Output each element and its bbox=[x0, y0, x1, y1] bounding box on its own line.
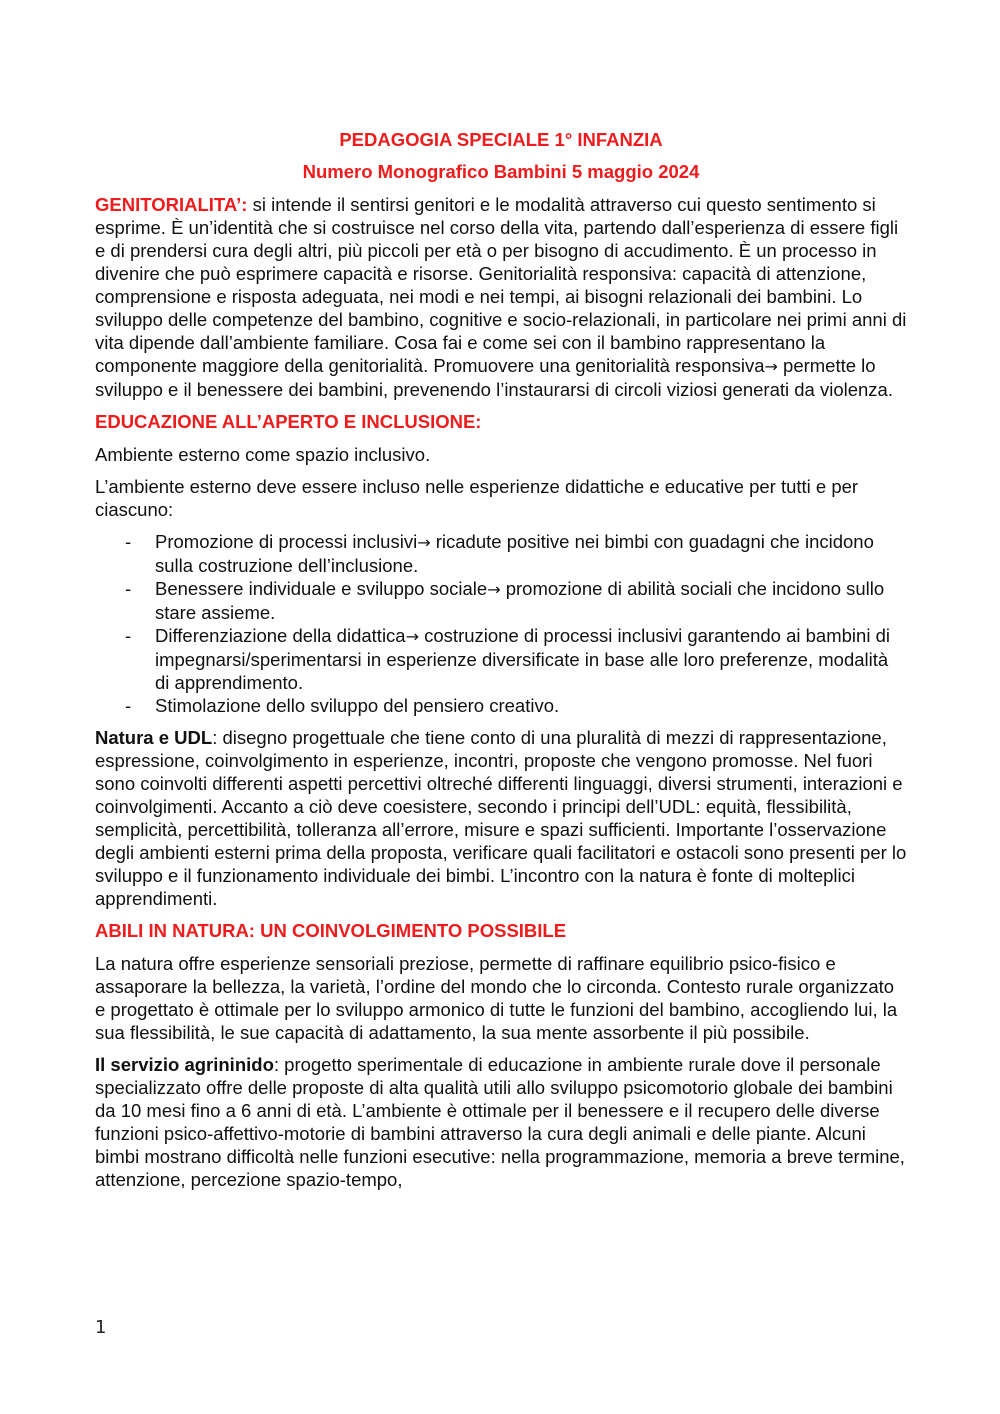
paragraph-natura-udl bbox=[95, 726, 907, 910]
arrow-right-icon: → bbox=[487, 580, 501, 599]
genitorialita-text: si intende il sentirsi genitori e le modalità attraverso cui questo sentimento si esprime. È un’identità che si costruisce nel corso della vita, partendo dall’esperienza di essere figli e di prendersi cura degli altri, più piccoli per età o per bisogno di accudimento. È un processo in divenire che può esprimere capacità e risorse. Genitorialità responsiva: capacità di attenzione, comprensione e risposta adeguata, nei modi e nei tempi, ai bisogni relazionali dei bambini. Lo sviluppo delle competenze del bambino, cognitive e socio-relazionali, in particolare nei primi anni di vita dipende dall’ambiente familiare. Cosa fai e come sei con il bambino rappresentano la componente maggiore della genitorialità. Promuovere una genitorialità responsiva bbox=[95, 194, 907, 376]
section-heading-abili: ABILI IN NATURA: UN COINVOLGIMENTO POSSIBILE bbox=[95, 920, 567, 941]
arrow-right-icon: → bbox=[417, 533, 431, 552]
list-item bbox=[95, 624, 907, 694]
list-item bbox=[95, 577, 907, 624]
document-subtitle: Numero Monografico Bambini 5 maggio 2024 bbox=[302, 161, 700, 182]
paragraph-ambiente-incluso: L’ambiente esterno deve essere incluso nelle esperienze didattiche e educative per tutti e per ciascuno: bbox=[95, 476, 859, 520]
dash-bullet: - bbox=[125, 625, 132, 646]
page-number: 1 bbox=[95, 1317, 107, 1338]
term-servizio-agrininido: Il servizio agrininido bbox=[95, 1054, 274, 1075]
list-item-text: Stimolazione dello sviluppo del pensiero creativo. bbox=[155, 695, 560, 716]
genitorialita-text-after: permette lo sviluppo e il benessere dei bambini, prevenendo l’instaurarsi di circoli viziosi generati da violenza. bbox=[95, 355, 893, 400]
bullet-list bbox=[95, 530, 907, 717]
list-item-text-after: promozione di abilità sociali che incidono sullo stare assieme. bbox=[155, 578, 885, 623]
natura-udl-text: : disegno progettuale che tiene conto di una pluralità di mezzi di rappresentazione, espressione, coinvolgimento in esperienze, incontri, proposte che vengono promosse. Nel fuori sono coinvolti differenti aspetti percettivi oltreché differenti linguaggi, diversi strumenti, interazioni e coinvolgimenti. Accanto a ciò deve coesistere, secondo i principi dell’UDL: equità, flessibilità, semplicità, percettibilità, tolleranza all’errore, misure e spazi sufficienti. Importante l’osservazione degli ambienti esterni prima della proposta, verificare quali facilitatori e ostacoli sono presenti per lo sviluppo e il funzionamento individuale dei bimbi. L’incontro con la natura è fonte di molteplici apprendimenti. bbox=[95, 727, 907, 909]
page-content bbox=[95, 128, 907, 1200]
document-title: PEDAGOGIA SPECIALE 1° INFANZIA bbox=[339, 129, 663, 150]
term-natura-udl: Natura e UDL bbox=[95, 727, 213, 748]
list-item-text-after: ricadute positive nei bimbi con guadagni che incidono sulla costruzione dell’inclusione. bbox=[155, 531, 874, 576]
paragraph-genitorialita bbox=[95, 193, 907, 401]
dash-bullet: - bbox=[125, 531, 132, 552]
paragraph-ambiente-esterno: Ambiente esterno come spazio inclusivo. bbox=[95, 444, 431, 465]
section-heading-educazione: EDUCAZIONE ALL’APERTO E INCLUSIONE: bbox=[95, 411, 482, 432]
term-genitorialita: GENITORIALITA’: bbox=[95, 194, 248, 215]
dash-bullet: - bbox=[125, 578, 132, 599]
arrow-right-icon: → bbox=[764, 357, 778, 376]
list-item bbox=[95, 694, 907, 717]
list-item-text-after: costruzione di processi inclusivi garantendo ai bambini di impegnarsi/sperimentarsi in esperienze diversificate in base alle loro preferenze, modalità di apprendimento. bbox=[155, 625, 890, 693]
list-item bbox=[95, 530, 907, 577]
list-item-text: Benessere individuale e sviluppo sociale bbox=[155, 578, 488, 599]
arrow-right-icon: → bbox=[405, 627, 419, 646]
list-item-text: Promozione di processi inclusivi bbox=[155, 531, 418, 552]
list-item-text: Differenziazione della didattica bbox=[155, 625, 406, 646]
servizio-agrininido-text: : progetto sperimentale di educazione in ambiente rurale dove il personale specializzato offre delle proposte di alta qualità utili allo sviluppo psicomotorio globale dei bambini da 10 mesi fino a 6 anni di età. L’ambiente è ottimale per il benessere e il recupero delle diverse funzioni psico-affettivo-motorie di bambini attraverso la cura degli animali e delle piante. Alcuni bimbi mostrano difficoltà nelle funzioni esecutive: nella programmazione, memoria a breve termine, attenzione, percezione spazio-tempo, bbox=[95, 1054, 905, 1190]
paragraph-natura-esperienze: La natura offre esperienze sensoriali preziose, permette di raffinare equilibrio psico-fisico e assaporare la bellezza, la varietà, l’ordine del mondo che lo circonda. Contesto rurale organizzato e progettato è ottimale per lo sviluppo armonico di tutte le funzioni del bambino, accogliendo lui, la sua flessibilità, le sue capacità di adattamento, la sua mente assorbente il più possibile. bbox=[95, 953, 898, 1043]
dash-bullet: - bbox=[125, 695, 132, 716]
paragraph-servizio-agrininido bbox=[95, 1053, 907, 1191]
